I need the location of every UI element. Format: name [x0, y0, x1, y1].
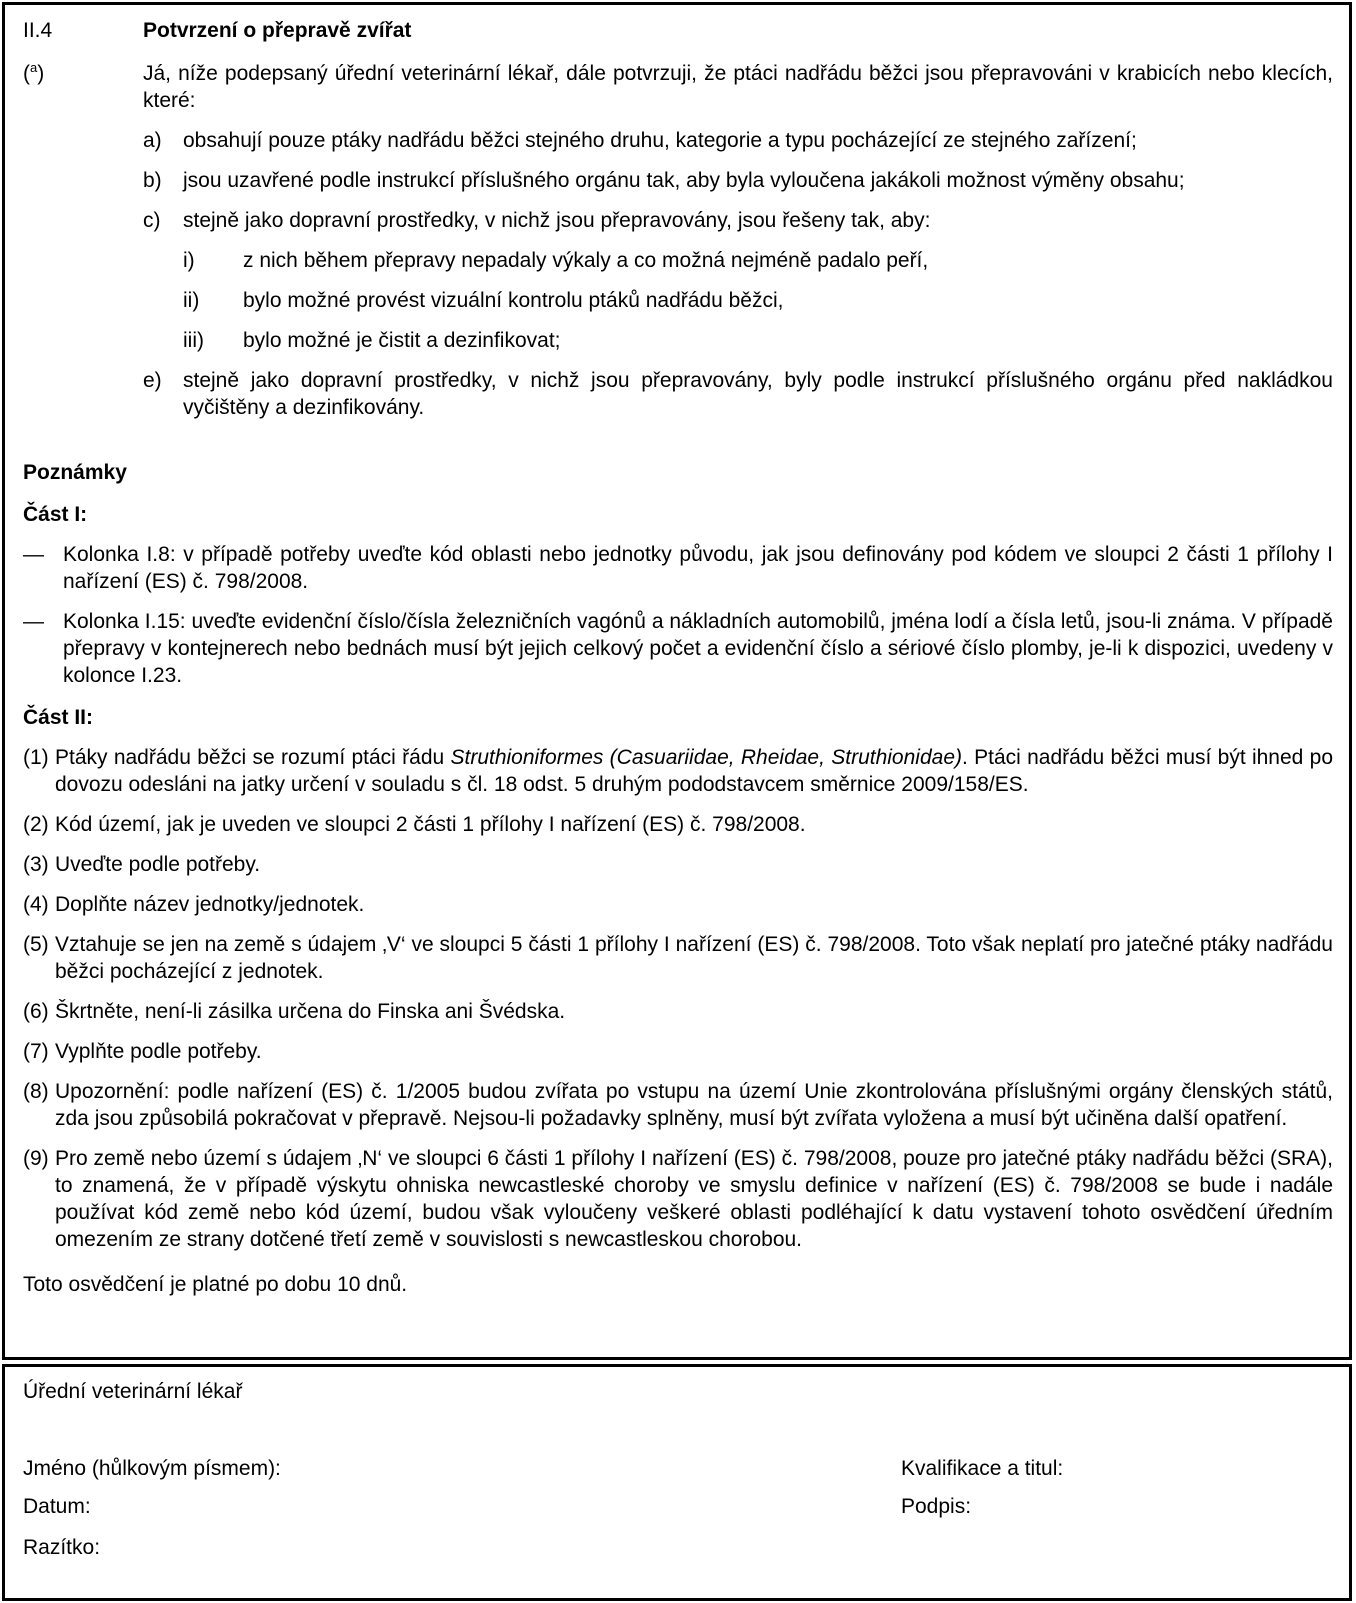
note-marker: (8)	[23, 1080, 49, 1103]
qualification-label: Kvalifikace a titul:	[901, 1457, 1064, 1480]
sublist-item-text: bylo možné provést vizuální kontrolu ptáků nadřádu běžci,	[243, 289, 784, 312]
list-item-text: stejně jako dopravní prostředky, v nichž jsou přepravovány, jsou řešeny tak, aby:	[183, 209, 931, 232]
note-part2-item-5	[23, 931, 1333, 985]
validity-statement: Toto osvědčení je platné po dobu 10 dnů.	[23, 1273, 408, 1296]
sublist-item-ii	[183, 287, 1333, 314]
certificate-main-section	[2, 2, 1352, 1360]
list-item-a	[143, 127, 1333, 154]
signature-row-3	[23, 1534, 1333, 1561]
name-label: Jméno (hůlkovým písmem):	[23, 1457, 281, 1480]
note-text	[55, 744, 1333, 798]
note-text: Pro země nebo území s údajem ‚N‘ ve sloupci 6 části 1 přílohy I nařízení (ES) č. 798/2008, pouze pro jatečné ptáky nadřádu běžci (SRA), to znamená, že v případě výskytu ohniska newcastleské choroby ve smyslu definice v nařízení (ES) č. 798/2008 se bude i nadále používat kód země nebo kód území, budou však vyloučeny veškeré oblasti podléhající k datu vystavení tohoto osvědčení úředním omezením ze strany dotčené třetí země v souvislosti s newcastleskou chorobou.	[55, 1147, 1333, 1251]
list-item-c	[143, 207, 1333, 234]
notes-heading: Poznámky	[23, 461, 127, 484]
note-text-pre: Ptáky nadřádu běžci se rozumí ptáci řádu	[55, 746, 451, 769]
list-marker: a)	[143, 129, 162, 152]
sublist-item-text: z nich během přepravy nepadaly výkaly a co možná nejméně padalo peří,	[243, 249, 929, 272]
declaration-row	[23, 60, 1333, 114]
note-text: Škrtněte, není-li zásilka určena do Finska ani Švédska.	[55, 1000, 566, 1023]
note-marker: (5)	[23, 933, 49, 956]
note-marker: (2)	[23, 813, 49, 836]
note-text: Kolonka I.8: v případě potřeby uveďte kód oblasti nebo jednotky původu, jak jsou definovány pod kódem ve sloupci 2 části 1 přílohy I nařízení (ES) č. 798/2008.	[63, 543, 1333, 593]
declaration-text: Já, níže podepsaný úřední veterinární lékař, dále potvrzuji, že ptáci nadřádu běžci jsou přepravováni v krabicích nebo klecích, které:	[143, 62, 1333, 112]
section-title-row	[23, 17, 1333, 44]
note-marker: (1)	[23, 746, 49, 769]
date-label: Datum:	[23, 1495, 91, 1518]
signature-heading: Úřední veterinární lékař	[23, 1380, 243, 1403]
part1-heading: Část I:	[23, 503, 88, 526]
signature-row-2	[23, 1493, 1333, 1520]
note-text: Doplňte název jednotky/jednotek.	[55, 893, 365, 916]
signature-label: Podpis:	[901, 1495, 972, 1518]
part2-heading: Část II:	[23, 706, 94, 729]
section-title: Potvrzení o přepravě zvířat	[143, 19, 412, 42]
list-marker: b)	[143, 169, 162, 192]
list-item-text: jsou uzavřené podle instrukcí příslušného orgánu tak, aby byla vyloučena jakákoli možnost výměny obsahu;	[183, 169, 1185, 192]
list-item-text: obsahují pouze ptáky nadřádu běžci stejného druhu, kategorie a typu pocházející ze stejného zařízení;	[183, 129, 1137, 152]
note-part2-item-4	[23, 891, 1333, 918]
note-text-post: . Ptáci nadřádu běžci musí být ihned po dovozu odesláni na jatky určení v souladu s čl. 18 odst. 5 druhým pododstavcem směrnice 2009/158/ES.	[55, 746, 1333, 796]
sublist-marker: i)	[183, 249, 195, 272]
signature-fields	[23, 1455, 1333, 1561]
sub-conditions-list	[183, 247, 1333, 354]
signature-row-1	[23, 1455, 1333, 1482]
note-text: Vyplňte podle potřeby.	[55, 1040, 262, 1063]
note-marker: (9)	[23, 1147, 49, 1170]
note-text: Kód území, jak je uveden ve sloupci 2 části 1 přílohy I nařízení (ES) č. 798/2008.	[55, 813, 806, 836]
note-marker: (3)	[23, 853, 49, 876]
sublist-item-iii	[183, 327, 1333, 354]
section-number: II.4	[23, 19, 53, 42]
conditions-list	[143, 127, 1333, 421]
note-part2-item-1	[23, 744, 1333, 798]
list-marker: e)	[143, 369, 162, 392]
note-marker: (6)	[23, 1000, 49, 1023]
footnote-paren-open: (	[23, 62, 30, 85]
dash-marker: —	[23, 543, 44, 566]
list-item-e	[143, 367, 1333, 421]
sublist-item-text: bylo možné je čistit a dezinfikovat;	[243, 329, 561, 352]
list-item-text: stejně jako dopravní prostředky, v nichž jsou přepravovány, byly podle instrukcí příslušného orgánu před nakládkou vyčištěny a dezinfikovány.	[183, 369, 1333, 419]
note-part2-item-8	[23, 1078, 1333, 1132]
signature-section	[2, 1364, 1352, 1601]
note-part2-item-6	[23, 998, 1333, 1025]
note-part2-item-2	[23, 811, 1333, 838]
note-part1-item-1	[23, 541, 1333, 595]
note-part2-item-9	[23, 1145, 1333, 1253]
note-text: Kolonka I.15: uveďte evidenční číslo/čísla železničních vagónů a nákladních automobilů, jména lodí a čísla letů, jsou-li známa. V případě přepravy v kontejnerech nebo bednách musí být jejich celkový počet a evidenční číslo a sériové číslo plomby, je-li k dispozici, uvedeny v kolonce I.23.	[63, 610, 1333, 687]
latin-taxon-name: Struthioniformes (Casuariidae, Rheidae, Struthionidae)	[450, 746, 962, 769]
sublist-marker: iii)	[183, 329, 204, 352]
note-part1-item-2	[23, 608, 1333, 689]
footnote-paren-close: )	[37, 62, 45, 85]
note-marker: (4)	[23, 893, 49, 916]
note-marker: (7)	[23, 1040, 49, 1063]
footnote-marker	[23, 60, 143, 114]
dash-marker: —	[23, 610, 44, 633]
list-item-b	[143, 167, 1333, 194]
list-marker: c)	[143, 209, 161, 232]
footnote-letter: a	[30, 60, 38, 75]
sublist-marker: ii)	[183, 289, 200, 312]
note-part2-item-3	[23, 851, 1333, 878]
note-text: Uveďte podle potřeby.	[55, 853, 261, 876]
note-part2-item-7	[23, 1038, 1333, 1065]
note-text: Vztahuje se jen na země s údajem ‚V‘ ve sloupci 5 části 1 přílohy I nařízení (ES) č. 798/2008. Toto však neplatí pro jatečné ptáky nadřádu běžci pocházející z jednotek.	[55, 933, 1333, 983]
stamp-label: Razítko:	[23, 1536, 101, 1559]
note-text: Upozornění: podle nařízení (ES) č. 1/2005 budou zvířata po vstupu na území Unie zkontrolována příslušnými orgány členských států, zda jsou způsobilá pokračovat v přepravě. Nejsou-li požadavky splněny, musí být zvířata vyložena a musí být učiněna další opatření.	[55, 1080, 1333, 1130]
sublist-item-i	[183, 247, 1333, 274]
